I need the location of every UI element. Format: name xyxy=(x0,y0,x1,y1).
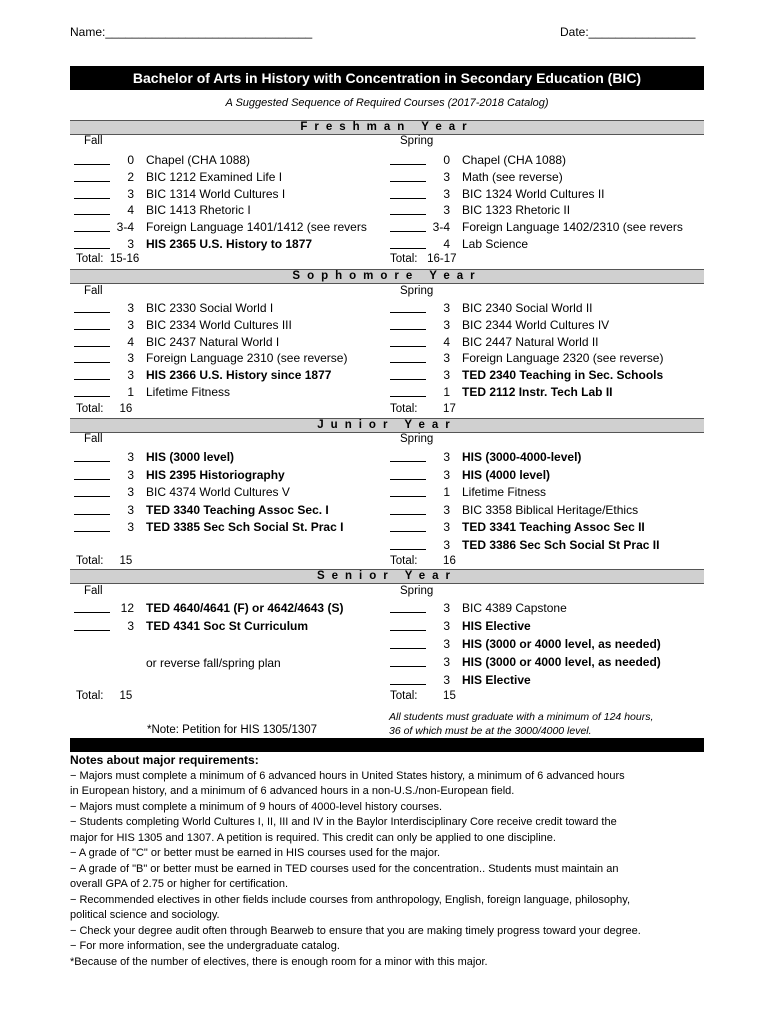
course-row xyxy=(390,236,710,252)
course-name: BIC 1212 Examined Life I xyxy=(146,169,283,184)
credit-hours: 3 xyxy=(443,601,450,615)
course-name: Chapel (CHA 1088) xyxy=(462,153,567,167)
note-line: − Check your degree audit often through Bearweb to ensure that you are making timely progress toward your degree. xyxy=(70,924,641,937)
credit-hours: 3 xyxy=(443,351,450,366)
note-line: − A grade of "C" or better must be earned in HIS courses used for the major. xyxy=(70,847,441,859)
course-row xyxy=(74,384,394,400)
credit-hours: 3 xyxy=(443,169,450,184)
credit-hours: 3 xyxy=(127,301,134,315)
course-row xyxy=(74,186,394,202)
spring-total: Total: 16 xyxy=(390,555,456,567)
course-name: BIC 2344 World Cultures IV xyxy=(462,317,610,332)
course-name: Foreign Language 1401/1412 (see revers xyxy=(146,220,367,235)
course-name: TED 4341 Soc St Curriculum xyxy=(146,619,309,633)
spring-label: Spring xyxy=(400,135,434,147)
course-name: HIS (4000 level) xyxy=(462,467,551,482)
course-name: HIS (3000-4000-level) xyxy=(462,450,582,464)
credit-hours: 3 xyxy=(127,502,134,517)
credit-hours: 4 xyxy=(443,334,450,349)
course-name: Lifetime Fitness xyxy=(146,385,231,399)
section-divider xyxy=(70,738,704,752)
note-line: political science and sociology. xyxy=(70,909,220,921)
credit-hours: 1 xyxy=(443,485,450,500)
course-row xyxy=(390,169,710,185)
course-name: Foreign Language 2320 (see reverse) xyxy=(462,351,664,366)
course-row xyxy=(74,519,394,535)
reverse-plan-note: or reverse fall/spring plan xyxy=(146,656,281,670)
credit-hours: 4 xyxy=(127,203,134,218)
course-row xyxy=(74,300,394,316)
course-row xyxy=(390,654,710,670)
course-row xyxy=(74,169,394,185)
note-line: major for HIS 1305 and 1307. A petition is required. This credit can only be applied to one discipline. xyxy=(70,831,556,844)
course-row xyxy=(390,672,710,688)
credit-hours: 12 xyxy=(120,601,134,615)
course-row xyxy=(390,152,710,168)
course-row xyxy=(390,519,710,535)
course-row xyxy=(390,350,710,366)
course-row xyxy=(390,202,710,218)
course-name: BIC 3358 Biblical Heritage/Ethics xyxy=(462,502,639,517)
credit-hours: 3 xyxy=(127,368,134,383)
fall-label: Fall xyxy=(84,135,103,147)
course-name: HIS (3000 or 4000 level, as needed) xyxy=(462,655,661,669)
course-row xyxy=(74,367,394,383)
course-name: BIC 2330 Social World I xyxy=(146,301,274,315)
credit-hours: 2 xyxy=(127,169,134,184)
course-name: BIC 2447 Natural World II xyxy=(462,334,599,349)
course-row xyxy=(390,618,710,634)
notes-section xyxy=(70,753,720,970)
credit-hours: 3 xyxy=(127,186,134,201)
course-row xyxy=(74,467,394,483)
course-row xyxy=(74,152,394,168)
note-line: *Because of the number of electives, there is enough room for a minor with this major. xyxy=(70,955,488,968)
credit-hours: 0 xyxy=(443,153,450,167)
credit-hours: 3 xyxy=(443,619,450,633)
course-name: HIS Elective xyxy=(462,673,531,687)
course-row xyxy=(74,502,394,518)
note-line: in European history, and a minimum of 6 advanced hours in a non-U.S./non-European field. xyxy=(70,785,515,797)
fall-total: Total: 15 xyxy=(76,690,133,702)
course-name: BIC 4374 World Cultures V xyxy=(146,485,290,500)
course-row xyxy=(390,449,710,465)
course-row xyxy=(390,484,710,500)
note-line: − Majors must complete a minimum of 6 advanced hours in United States history, a minimum of 6 advanced hours xyxy=(70,769,625,782)
course-name: HIS (3000 level) xyxy=(146,450,235,464)
note-line: − Majors must complete a minimum of 9 hours of 4000-level history courses. xyxy=(70,800,443,813)
credit-hours: 4 xyxy=(443,237,450,251)
spring-total: Total: 15 xyxy=(390,690,456,702)
course-name: Math (see reverse) xyxy=(462,169,563,184)
name-field-label[interactable]: Name:_______________________________ xyxy=(70,25,313,39)
course-name: BIC 2340 Social World II xyxy=(462,301,593,315)
course-name: TED 3385 Sec Sch Social St. Prac I xyxy=(146,520,344,535)
course-name: Foreign Language 2310 (see reverse) xyxy=(146,351,348,366)
course-name: Lab Science xyxy=(462,237,529,251)
course-name: BIC 1314 World Cultures I xyxy=(146,186,286,201)
year-header: Senior Year xyxy=(70,569,704,584)
course-name: HIS 2366 U.S. History since 1877 xyxy=(146,368,332,383)
course-row xyxy=(74,202,394,218)
course-name: Chapel (CHA 1088) xyxy=(146,153,251,167)
notes-heading: Notes about major requirements: xyxy=(70,753,259,767)
fall-label: Fall xyxy=(84,433,103,445)
course-row xyxy=(390,300,710,316)
course-row xyxy=(74,350,394,366)
course-name: BIC 1413 Rhetoric I xyxy=(146,203,251,218)
course-row xyxy=(74,484,394,500)
date-field-label[interactable]: Date:________________ xyxy=(560,25,696,39)
credit-hours: 1 xyxy=(127,385,134,399)
course-name: TED 2112 Instr. Tech Lab II xyxy=(462,385,613,399)
credit-hours: 3 xyxy=(443,502,450,517)
spring-label: Spring xyxy=(400,285,434,297)
course-row xyxy=(74,600,394,616)
petition-note: *Note: Petition for HIS 1305/1307 xyxy=(147,724,318,736)
document-subtitle: A Suggested Sequence of Required Courses (2017-2018 Catalog) xyxy=(225,97,549,109)
course-name: HIS (3000 or 4000 level, as needed) xyxy=(462,637,661,651)
note-line: − A grade of "B" or better must be earned in TED courses used for the concentration.. Students must maintain an xyxy=(70,862,619,875)
credit-hours: 3 xyxy=(443,301,450,315)
credit-hours: 3 xyxy=(127,520,134,535)
credit-hours: 3 xyxy=(443,538,450,552)
course-row xyxy=(74,317,394,333)
fall-label: Fall xyxy=(84,285,103,297)
year-header: Junior Year xyxy=(70,418,704,433)
course-row xyxy=(390,502,710,518)
course-row xyxy=(390,334,710,350)
credit-hours: 3 xyxy=(443,368,450,383)
course-name: Foreign Language 1402/2310 (see revers xyxy=(462,220,683,235)
course-name: BIC 2437 Natural World I xyxy=(146,334,280,349)
document-title: Bachelor of Arts in History with Concentration in Secondary Education (BIC) xyxy=(70,66,704,90)
year-header: Freshman Year xyxy=(70,120,704,135)
course-name: BIC 4389 Capstone xyxy=(462,601,567,615)
credit-hours: 3 xyxy=(443,450,450,464)
credit-hours: 3-4 xyxy=(432,220,450,235)
credit-hours: 3 xyxy=(443,637,450,651)
course-row xyxy=(390,219,710,235)
course-name: TED 3340 Teaching Assoc Sec. I xyxy=(146,502,329,517)
course-row xyxy=(390,384,710,400)
course-name: BIC 1323 Rhetoric II xyxy=(462,203,571,218)
fall-label: Fall xyxy=(84,585,103,597)
credit-hours: 3 xyxy=(127,237,134,251)
course-name: Lifetime Fitness xyxy=(462,485,547,500)
graduate-note-line: 36 of which must be at the 3000/4000 level. xyxy=(389,725,592,737)
fall-total: Total: 15 xyxy=(76,555,133,567)
course-name: TED 3341 Teaching Assoc Sec II xyxy=(462,520,645,535)
year-header: Sophomore Year xyxy=(70,269,704,284)
credit-hours: 3-4 xyxy=(116,220,134,235)
course-row xyxy=(390,186,710,202)
course-name: TED 4640/4641 (F) or 4642/4643 (S) xyxy=(146,601,344,615)
credit-hours: 3 xyxy=(127,619,134,633)
fall-total: Total: 16 xyxy=(76,403,133,415)
credit-hours: 3 xyxy=(443,186,450,201)
credit-hours: 3 xyxy=(127,485,134,500)
fall-total: Total: 15-16 xyxy=(76,253,140,265)
credit-hours: 3 xyxy=(443,655,450,669)
course-row xyxy=(74,334,394,350)
note-line: − Recommended electives in other fields include courses from anthropology, English, foreign language, philosophy, xyxy=(70,893,631,906)
credit-hours: 3 xyxy=(443,203,450,218)
course-name: HIS Elective xyxy=(462,619,531,633)
course-row xyxy=(390,467,710,483)
course-name: HIS 2395 Historiography xyxy=(146,467,285,482)
spring-label: Spring xyxy=(400,433,434,445)
note-line: overall GPA of 2.75 or higher for certification. xyxy=(70,878,289,890)
course-name: TED 3386 Sec Sch Social St Prac II xyxy=(462,538,660,552)
credit-hours: 0 xyxy=(127,153,134,167)
course-name: HIS 2365 U.S. History to 1877 xyxy=(146,237,313,251)
credit-hours: 3 xyxy=(443,520,450,535)
graduate-note-line: All students must graduate with a minimum of 124 hours, xyxy=(389,711,654,723)
credit-hours: 3 xyxy=(127,450,134,464)
credit-hours: 3 xyxy=(127,467,134,482)
credit-hours: 4 xyxy=(127,334,134,349)
credit-hours: 3 xyxy=(127,351,134,366)
course-name: TED 2340 Teaching in Sec. Schools xyxy=(462,368,664,383)
spring-label: Spring xyxy=(400,585,434,597)
credit-hours: 3 xyxy=(443,673,450,687)
course-row xyxy=(74,236,394,252)
credit-hours: 3 xyxy=(443,467,450,482)
course-row xyxy=(390,367,710,383)
credit-hours: 3 xyxy=(443,317,450,332)
course-row xyxy=(74,449,394,465)
note-line: − For more information, see the undergraduate catalog. xyxy=(70,940,340,952)
course-row xyxy=(74,219,394,235)
credit-hours: 1 xyxy=(443,385,450,399)
spring-total: Total: 17 xyxy=(390,403,456,415)
graduate-note xyxy=(389,710,653,738)
note-line: − Students completing World Cultures I, II, III and IV in the Baylor Interdisciplinary Core receive credit toward the xyxy=(70,816,617,828)
credit-hours: 3 xyxy=(127,317,134,332)
course-row xyxy=(390,537,710,553)
course-name: BIC 1324 World Cultures II xyxy=(462,186,605,201)
spring-total: Total: 16-17 xyxy=(390,253,457,265)
course-name: BIC 2334 World Cultures III xyxy=(146,317,292,332)
course-row xyxy=(390,600,710,616)
course-row xyxy=(74,618,394,634)
course-row xyxy=(390,317,710,333)
course-row xyxy=(390,636,710,652)
